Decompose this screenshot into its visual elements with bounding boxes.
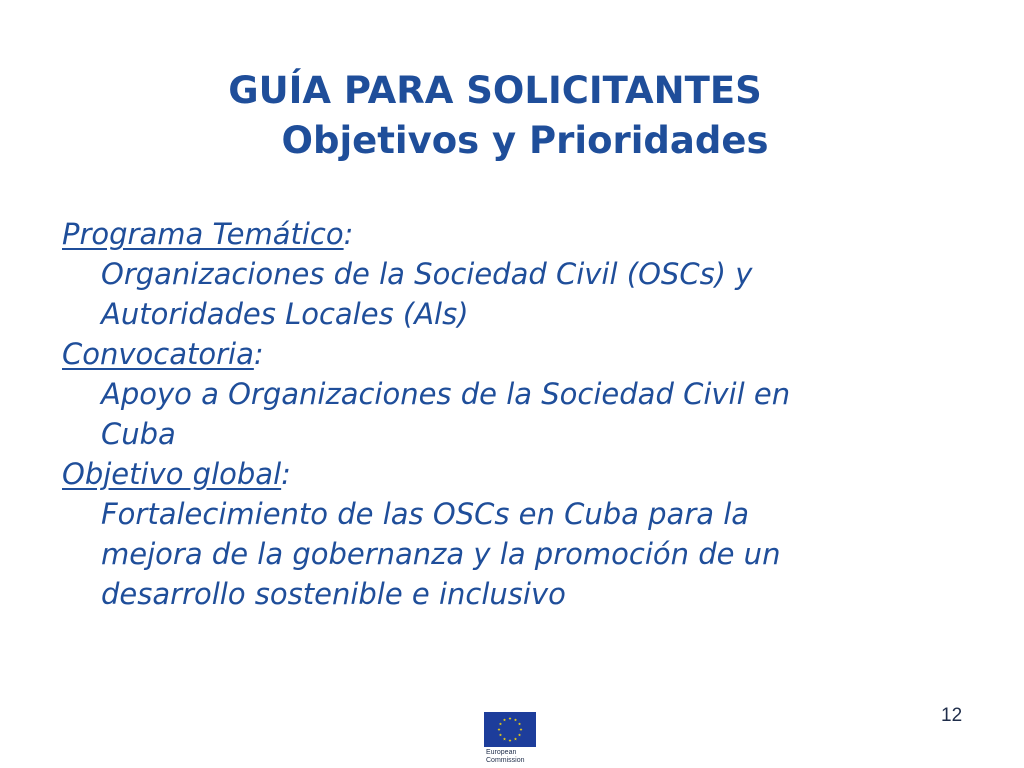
section-body-programa <box>101 254 962 334</box>
heading-colon: : <box>343 217 354 251</box>
title-line-1: GUÍA PARA SOLICITANTES <box>228 69 762 112</box>
body-line: Fortalecimiento de las OSCs en Cuba para la <box>101 497 750 531</box>
title-line-2: Objetivos y Prioridades <box>281 119 769 162</box>
body-line: Cuba <box>101 417 176 451</box>
slide-content <box>62 214 962 614</box>
logo-text-line-1: European <box>486 749 517 756</box>
heading-label: Programa Temático <box>62 217 344 251</box>
eu-stars-icon <box>484 712 536 747</box>
section-heading-objetivo <box>62 454 962 494</box>
heading-label: Objetivo global <box>62 457 282 491</box>
eu-star-icon <box>499 733 502 736</box>
body-line: mejora de la gobernanza y la promoción de un <box>101 537 781 571</box>
eu-star-icon <box>514 718 517 721</box>
eu-star-icon <box>508 717 511 720</box>
eu-star-icon <box>519 728 522 731</box>
european-commission-logo <box>484 712 540 768</box>
eu-star-icon <box>518 722 521 725</box>
body-line: desarrollo sostenible e inclusivo <box>101 577 566 611</box>
eu-star-icon <box>497 728 500 731</box>
body-line: Apoyo a Organizaciones de la Sociedad Civil en <box>101 377 791 411</box>
section-body-objetivo <box>101 494 962 614</box>
section-body-convocatoria <box>101 374 962 454</box>
logo-text-line-2: Commission <box>486 757 525 764</box>
eu-star-icon <box>499 722 502 725</box>
heading-label: Convocatoria <box>62 337 254 371</box>
heading-colon: : <box>281 457 291 491</box>
section-heading-programa <box>62 214 962 254</box>
body-line: Autoridades Locales (Als) <box>101 297 469 331</box>
eu-star-icon <box>503 718 506 721</box>
eu-star-icon <box>503 737 506 740</box>
logo-text <box>486 749 525 765</box>
slide-title <box>0 66 1024 166</box>
eu-star-icon <box>514 737 517 740</box>
eu-star-icon <box>508 739 511 742</box>
eu-flag-icon <box>484 712 536 747</box>
heading-colon: : <box>253 337 264 371</box>
body-line: Organizaciones de la Sociedad Civil (OSCs) y <box>101 257 753 291</box>
section-heading-convocatoria <box>62 334 962 374</box>
eu-star-icon <box>518 733 521 736</box>
page-number: 12 <box>941 705 963 726</box>
